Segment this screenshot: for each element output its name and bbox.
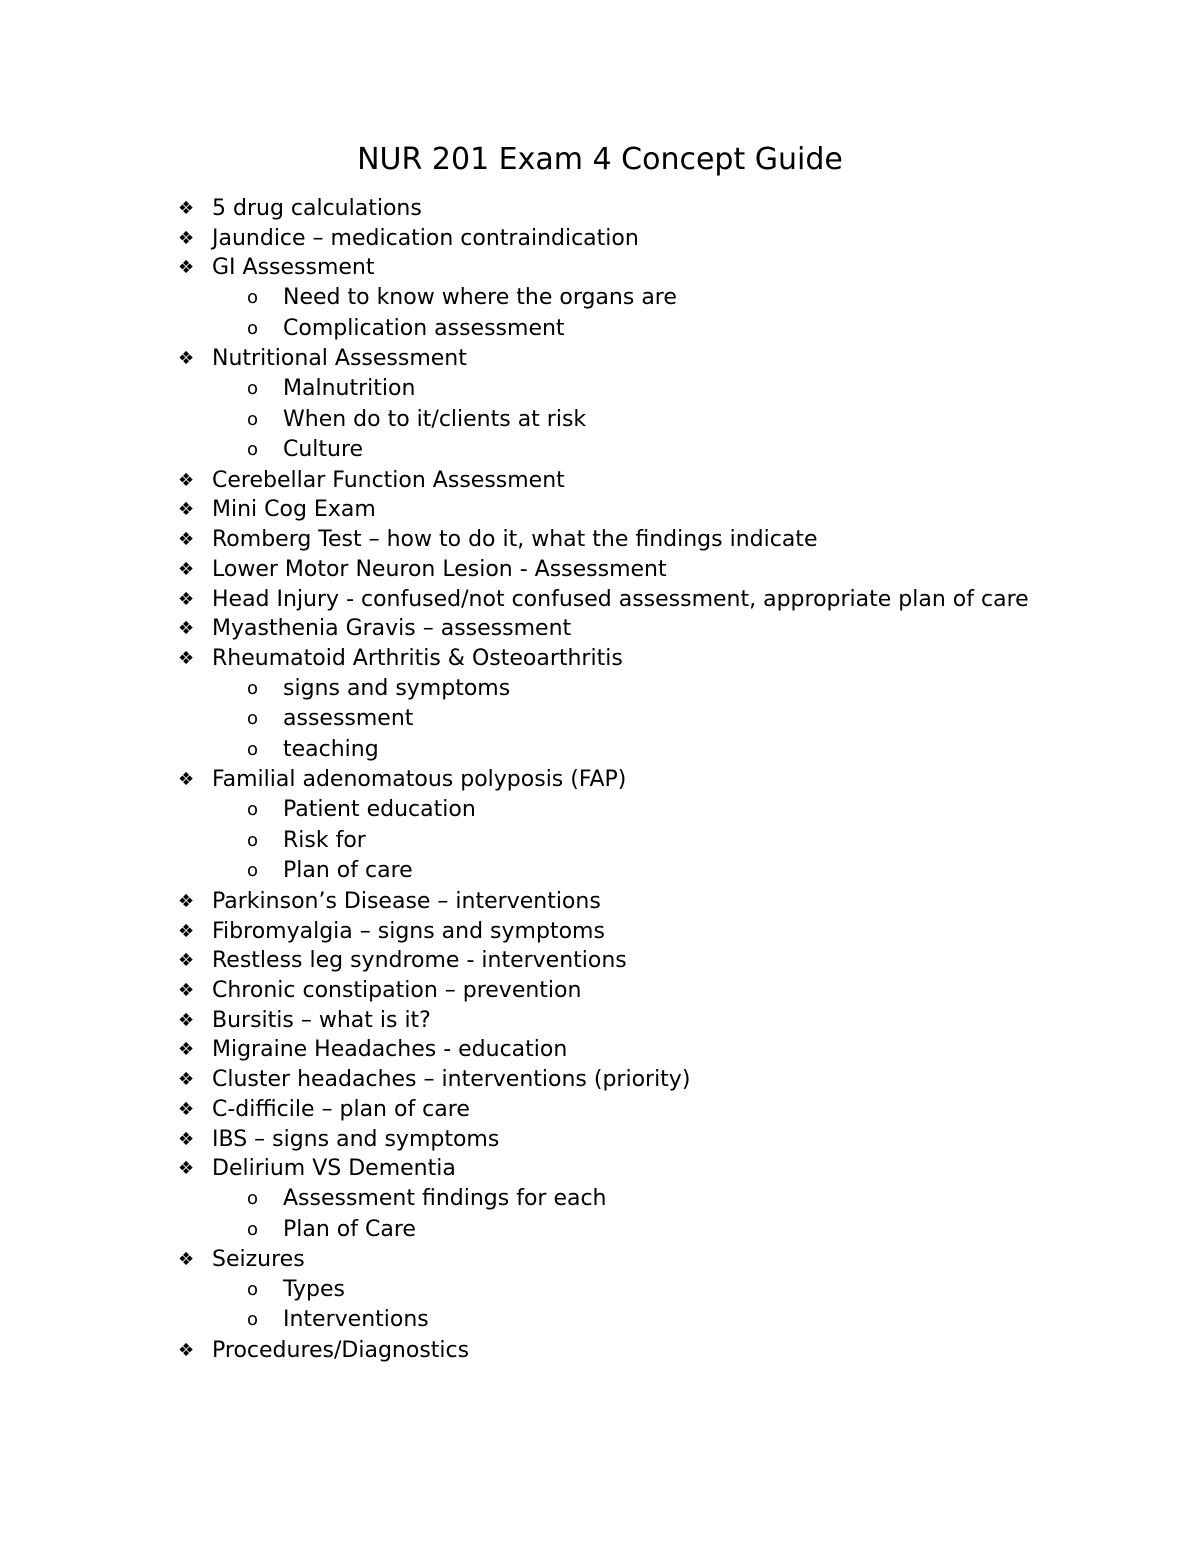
diamond-bullet-icon: ❖ xyxy=(178,980,195,1002)
list-item xyxy=(0,1336,1200,1366)
diamond-bullet-icon: ❖ xyxy=(178,1158,195,1180)
list-item-text: C-difficile – plan of care xyxy=(212,1096,470,1122)
sub-list-item-text: signs and symptoms xyxy=(283,675,511,701)
list-item-text: Jaundice – medication contraindication xyxy=(212,225,639,251)
diamond-bullet-icon: ❖ xyxy=(178,618,195,640)
list-item xyxy=(0,1065,1200,1095)
sub-list-item xyxy=(0,1215,1200,1246)
sub-list-item xyxy=(0,374,1200,405)
list-item xyxy=(0,466,1200,496)
list-item xyxy=(0,344,1200,374)
list-item xyxy=(0,253,1200,283)
list-item xyxy=(0,525,1200,555)
list-item xyxy=(0,614,1200,644)
list-item xyxy=(0,644,1200,674)
list-item-text: Seizures xyxy=(212,1247,305,1273)
sub-list-item xyxy=(0,283,1200,314)
list-item xyxy=(0,976,1200,1006)
circle-bullet-icon: o xyxy=(247,799,259,821)
diamond-bullet-icon: ❖ xyxy=(178,1069,195,1091)
sub-list-item xyxy=(0,674,1200,705)
diamond-bullet-icon: ❖ xyxy=(178,227,195,249)
sub-list-item-text: Malnutrition xyxy=(283,376,416,401)
sub-list-item-text: Risk for xyxy=(283,827,366,853)
list-item xyxy=(0,887,1200,917)
list-item-text: Fibromyalgia – signs and symptoms xyxy=(212,918,605,944)
list-item xyxy=(0,194,1200,224)
sub-list-item-text: When do to it/clients at risk xyxy=(283,406,587,432)
diamond-bullet-icon: ❖ xyxy=(178,1249,195,1271)
sub-list-item-text: Plan of care xyxy=(283,858,413,884)
sub-list-item xyxy=(0,704,1200,735)
list-item xyxy=(0,1125,1200,1155)
sub-list-item xyxy=(0,435,1200,466)
sub-list-item xyxy=(0,856,1200,887)
page-title: NUR 201 Exam 4 Concept Guide xyxy=(357,142,843,177)
list-item xyxy=(0,495,1200,525)
sub-list-item xyxy=(0,795,1200,826)
list-item-text: Delirium VS Dementia xyxy=(212,1156,456,1182)
sub-list-item xyxy=(0,735,1200,766)
list-item-text: Cluster headaches – interventions (priority) xyxy=(212,1067,691,1093)
sub-list-item-text: Complication assessment xyxy=(283,315,565,341)
sub-list-item-text: Need to know where the organs are xyxy=(283,285,677,311)
circle-bullet-icon: o xyxy=(247,860,259,882)
list-item xyxy=(0,1095,1200,1125)
diamond-bullet-icon: ❖ xyxy=(178,1098,195,1120)
sub-list-item xyxy=(0,314,1200,345)
diamond-bullet-icon: ❖ xyxy=(178,1009,195,1031)
circle-bullet-icon: o xyxy=(247,317,259,339)
circle-bullet-icon: o xyxy=(247,677,259,699)
circle-bullet-icon: o xyxy=(247,738,259,760)
list-item-text: Nutritional Assessment xyxy=(212,346,467,372)
diamond-bullet-icon: ❖ xyxy=(178,890,195,912)
circle-bullet-icon: o xyxy=(247,829,259,851)
list-item-text: 5 drug calculations xyxy=(212,196,422,221)
circle-bullet-icon: o xyxy=(247,378,259,399)
sub-list-item xyxy=(0,1305,1200,1336)
diamond-bullet-icon: ❖ xyxy=(178,920,195,942)
list-item-text: Romberg Test – how to do it, what the findings indicate xyxy=(212,527,818,553)
list-item-text: Head Injury - confused/not confused assessment, appropriate plan of care xyxy=(212,586,1029,612)
diamond-bullet-icon: ❖ xyxy=(178,950,195,972)
sub-list-item xyxy=(0,1184,1200,1215)
diamond-bullet-icon: ❖ xyxy=(178,1039,195,1061)
circle-bullet-icon: o xyxy=(247,1218,259,1240)
circle-bullet-icon: o xyxy=(247,408,259,430)
sub-list-item xyxy=(0,405,1200,436)
sub-list-item-text: Culture xyxy=(283,437,364,463)
list-item xyxy=(0,585,1200,615)
list-item-text: GI Assessment xyxy=(212,255,375,281)
list-item xyxy=(0,917,1200,947)
diamond-bullet-icon: ❖ xyxy=(178,469,195,491)
list-item xyxy=(0,1006,1200,1036)
list-item xyxy=(0,224,1200,254)
sub-list-item-text: Plan of Care xyxy=(283,1216,416,1242)
list-item-text: Rheumatoid Arthritis & Osteoarthritis xyxy=(212,646,623,671)
circle-bullet-icon: o xyxy=(247,1309,259,1331)
sub-list-item-text: teaching xyxy=(283,736,379,762)
list-item xyxy=(0,1245,1200,1275)
sub-list-item-text: Interventions xyxy=(283,1307,429,1333)
list-item xyxy=(0,1154,1200,1184)
sub-list-item-text: Assessment findings for each xyxy=(283,1186,607,1211)
sub-list-item xyxy=(0,826,1200,857)
diamond-bullet-icon: ❖ xyxy=(178,1340,195,1362)
sub-list-item xyxy=(0,1275,1200,1306)
circle-bullet-icon: o xyxy=(247,439,259,461)
circle-bullet-icon: o xyxy=(247,708,259,730)
list-item-text: Familial adenomatous polyposis (FAP) xyxy=(212,767,627,793)
concept-list xyxy=(0,194,1200,1366)
sub-list-item-text: Types xyxy=(283,1276,345,1302)
list-item-text: Restless leg syndrome - interventions xyxy=(212,948,627,974)
diamond-bullet-icon: ❖ xyxy=(178,769,195,791)
diamond-bullet-icon: ❖ xyxy=(178,348,195,370)
list-item xyxy=(0,765,1200,795)
list-item xyxy=(0,946,1200,976)
list-item-text: Migraine Headaches - education xyxy=(212,1037,568,1063)
list-item-text: Cerebellar Function Assessment xyxy=(212,467,565,493)
list-item xyxy=(0,1035,1200,1065)
circle-bullet-icon: o xyxy=(247,1278,259,1300)
list-item-text: IBS – signs and symptoms xyxy=(212,1126,500,1152)
list-item-text: Lower Motor Neuron Lesion - Assessment xyxy=(212,556,667,582)
diamond-bullet-icon: ❖ xyxy=(178,558,195,580)
diamond-bullet-icon: ❖ xyxy=(178,198,195,219)
diamond-bullet-icon: ❖ xyxy=(178,257,195,279)
sub-list-item-text: Patient education xyxy=(283,797,476,823)
diamond-bullet-icon: ❖ xyxy=(178,1128,195,1150)
list-item-text: Parkinson’s Disease – interventions xyxy=(212,888,601,914)
list-item-text: Chronic constipation – prevention xyxy=(212,978,582,1004)
diamond-bullet-icon: ❖ xyxy=(178,648,195,669)
list-item-text: Mini Cog Exam xyxy=(212,497,376,523)
list-item xyxy=(0,555,1200,585)
list-item-text: Procedures/Diagnostics xyxy=(212,1338,470,1364)
diamond-bullet-icon: ❖ xyxy=(178,499,195,521)
sub-list-item-text: assessment xyxy=(283,706,414,732)
diamond-bullet-icon: ❖ xyxy=(178,588,195,610)
list-item-text: Myasthenia Gravis – assessment xyxy=(212,616,572,642)
circle-bullet-icon: o xyxy=(247,1188,259,1209)
diamond-bullet-icon: ❖ xyxy=(178,529,195,551)
circle-bullet-icon: o xyxy=(247,287,259,309)
list-item-text: Bursitis – what is it? xyxy=(212,1007,431,1033)
